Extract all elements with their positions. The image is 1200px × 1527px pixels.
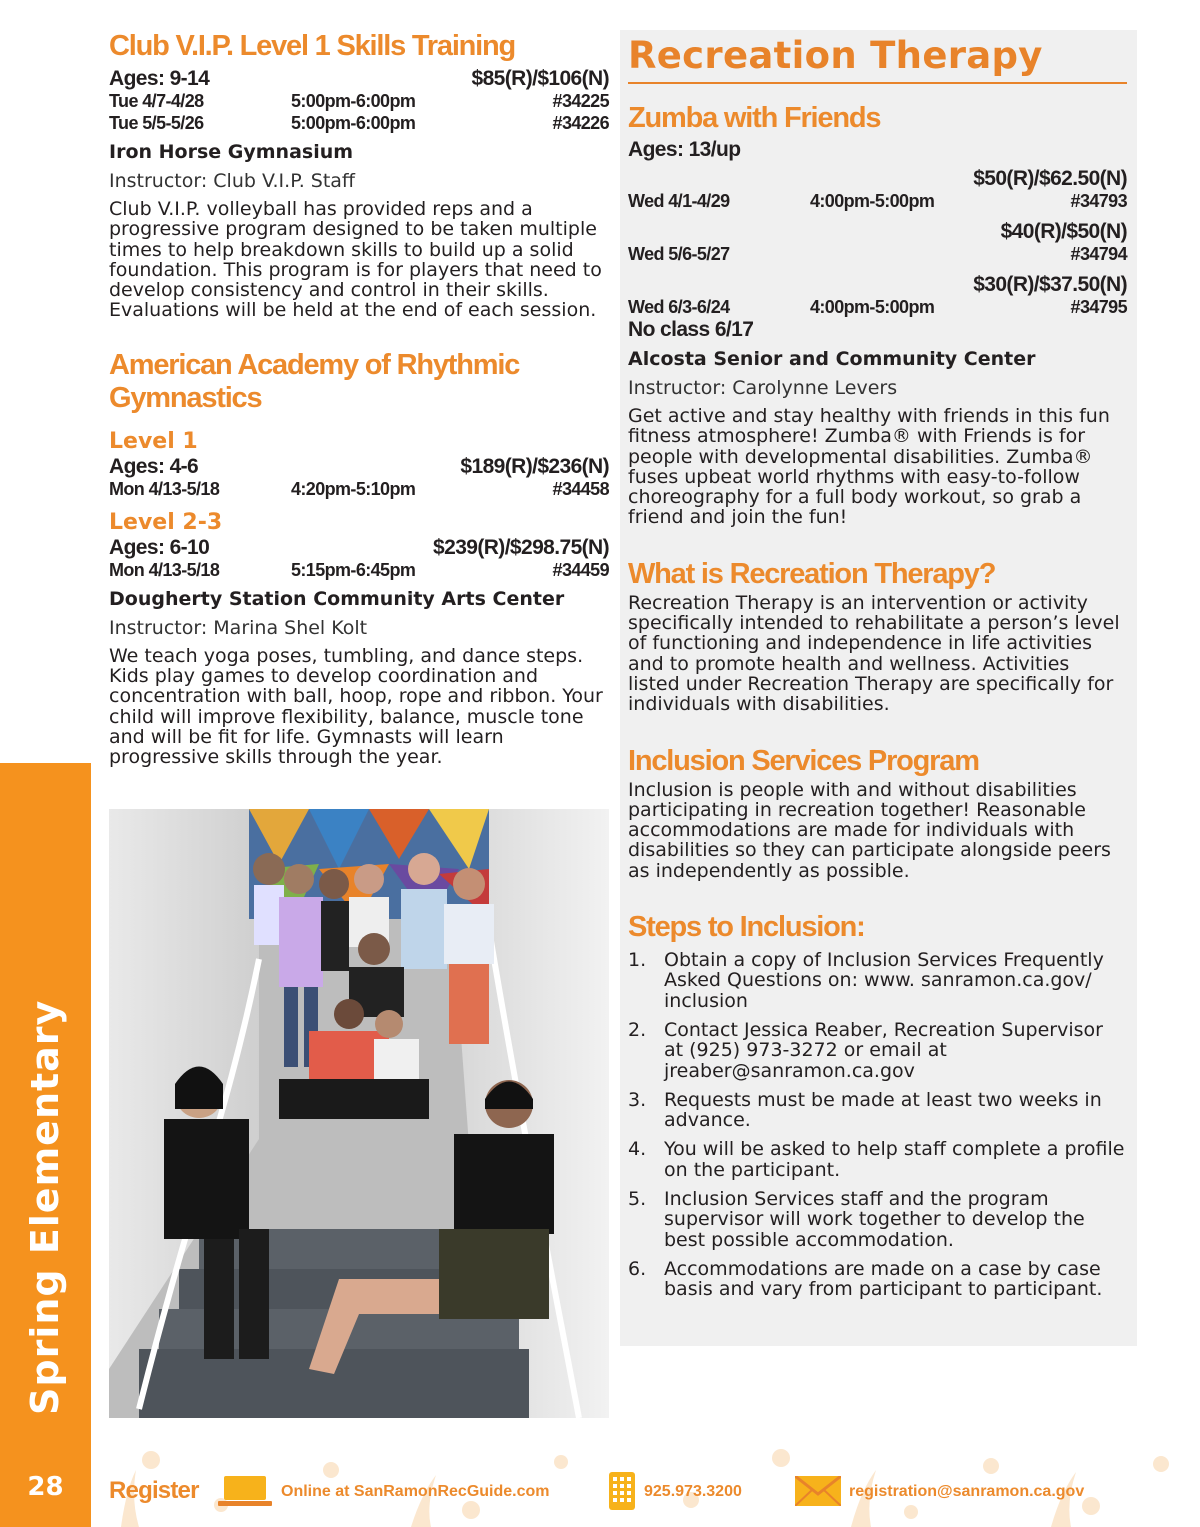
phone-icon <box>609 1472 635 1510</box>
step-text: You will be asked to help staff complete a profile on the participant. <box>664 1138 1125 1181</box>
session-code: #34459 <box>552 559 609 580</box>
step-number: 2. <box>628 1018 647 1041</box>
level-price: $189(R)/$236(N) <box>460 454 609 478</box>
aarg-location: Dougherty Station Community Arts Center <box>109 587 565 610</box>
session-days: Wed 5/6-5/27 <box>628 244 730 264</box>
vip-session-1 <box>109 90 609 112</box>
steps-title: Steps to Inclusion: <box>628 911 865 944</box>
vip-price: $85(R)/$106(N) <box>471 67 609 90</box>
aarg-level-2-ages-row <box>109 536 609 559</box>
laptop-icon <box>218 1474 272 1508</box>
list-item <box>628 1139 1127 1180</box>
session-time: 5:15pm-6:45pm <box>291 559 416 580</box>
page-number: 28 <box>27 1472 64 1502</box>
session-row <box>628 190 1127 212</box>
zumba-session-1 <box>628 167 1127 212</box>
session-time: 5:00pm-6:00pm <box>291 113 416 133</box>
session-price-row <box>628 167 1127 190</box>
aarg-title: American Academy of Rhythmic Gymnastics <box>109 348 520 414</box>
session-time: 4:20pm-5:10pm <box>291 478 416 499</box>
recreation-therapy-title: Recreation Therapy <box>628 34 1043 77</box>
zumba-instructor: Instructor: Carolynne Levers <box>628 377 898 399</box>
session-row <box>628 296 1127 318</box>
zumba-location: Alcosta Senior and Community Center <box>628 348 1036 370</box>
session-row <box>628 243 1127 265</box>
zumba-session-2 <box>628 220 1127 265</box>
session-price-row <box>628 273 1127 296</box>
zumba-session-3 <box>628 273 1127 318</box>
footer-email[interactable]: registration@sanramon.ca.gov <box>849 1483 1085 1500</box>
step-text: Accommodations are made on a case by case basis and vary from participant to participant. <box>664 1257 1103 1301</box>
session-code: #34795 <box>1070 297 1127 317</box>
zumba-ages-text: Ages: 13/up <box>628 138 741 161</box>
vip-location: Iron Horse Gymnasium <box>109 141 354 163</box>
level-ages: Ages: 6-10 <box>109 535 210 559</box>
vip-ages: Ages: 9-14 <box>109 67 210 90</box>
aarg-instructor: Instructor: Marina Shel Kolt <box>109 616 368 639</box>
list-item <box>628 1189 1127 1250</box>
step-number: 4. <box>628 1138 647 1161</box>
aarg-level-1-ages-row <box>109 455 609 478</box>
step-text: Contact Jessica Reaber, Recreation Supervisor at (925) 973-3272 or email at jreaber@sanramon.ca.gov <box>664 1018 1103 1082</box>
aarg-description: We teach yoga poses, tumbling, and dance steps. Kids play games to develop coordination and concentration with ball, hoop, rope and ribbon. Your child will improve flexibility, balance, muscle tone and will be fit for life. Gymnasts will learn progressive skills through the year. <box>109 644 603 769</box>
session-price-row <box>628 220 1127 243</box>
step-number: 5. <box>628 1188 647 1211</box>
vip-session-2 <box>109 112 609 134</box>
list-item <box>628 1020 1127 1081</box>
group-photo <box>109 809 609 1418</box>
what-is-title: What is Recreation Therapy? <box>628 557 996 590</box>
vip-description: Club V.I.P. volleyball has provided reps and a progressive program designed to be taken multiple times to help breakdown skills to build up a solid foundation. This program is for players that need to develop consistency and control in their skills. Evaluations will be held at the end of each session. <box>109 198 602 322</box>
session-days: Mon 4/13-5/18 <box>109 559 220 580</box>
session-days: Mon 4/13-5/18 <box>109 478 220 499</box>
footer-register-label: Register <box>109 1477 199 1504</box>
session-time: 5:00pm-6:00pm <box>291 91 416 111</box>
session-days: Wed 6/3-6/24 <box>628 297 730 317</box>
steps-list <box>628 950 1127 1299</box>
left-column <box>109 30 609 768</box>
zumba-description: Get active and stay healthy with friends in this fun fitness atmosphere! Zumba® with Friends is for people with developmental disabilities. Zumba® fuses upbeat world rhythms with easy-to-follow choreography for a full body workout, so grab a friend and join the fun! <box>628 405 1110 529</box>
session-price: $40(R)/$50(N) <box>1000 220 1127 243</box>
title-divider <box>628 82 1127 84</box>
vip-ages-row <box>109 67 609 90</box>
step-number: 3. <box>628 1088 647 1111</box>
vip-instructor: Instructor: Club V.I.P. Staff <box>109 170 356 192</box>
step-text: Requests must be made at least two weeks in advance. <box>664 1088 1102 1132</box>
envelope-icon <box>795 1476 841 1506</box>
footer-phone[interactable]: 925.973.3200 <box>644 1483 742 1500</box>
list-item <box>628 1090 1127 1131</box>
session-price: $30(R)/$37.50(N) <box>973 273 1127 296</box>
inclusion-text: Inclusion is people with and without disabilities participating in recreation together! Reasonable accommodations are made for individuals with disabilities so they can participate alongside peers as independently as possible. <box>628 778 1111 882</box>
inclusion-title: Inclusion Services Program <box>628 744 979 777</box>
zumba-note-text: No class 6/17 <box>628 318 754 341</box>
session-days: Tue 5/5-5/26 <box>109 113 204 133</box>
session-code: #34793 <box>1070 191 1127 211</box>
zumba-ages <box>628 138 1127 161</box>
list-item <box>628 950 1127 1011</box>
step-text: Obtain a copy of Inclusion Services Frequently Asked Questions on: www. sanramon.ca.gov/ inclusion <box>664 949 1104 1012</box>
aarg-level-2-title: Level 2-3 <box>109 509 223 535</box>
session-code: #34226 <box>552 113 609 133</box>
what-is-text: Recreation Therapy is an intervention or activity specifically intended to rehabilitate a person’s level of functioning and independence in life activities and to promote health and wellness. Activities listed under Recreation Therapy are specifically for individuals with disabilities. <box>628 591 1120 716</box>
step-number: 1. <box>628 949 647 972</box>
session-time: 4:00pm-5:00pm <box>810 191 935 211</box>
session-time: 4:00pm-5:00pm <box>810 297 935 317</box>
step-text: Inclusion Services staff and the program supervisor will work together to develop the best possible accommodation. <box>664 1188 1085 1251</box>
group-photo-illustration <box>109 809 609 1418</box>
session-days: Tue 4/7-4/28 <box>109 91 204 111</box>
vip-title: Club V.I.P. Level 1 Skills Training <box>109 30 516 62</box>
aarg-level-1-title: Level 1 <box>109 428 198 454</box>
level-ages: Ages: 4-6 <box>109 454 199 478</box>
aarg-level-1-session <box>109 478 609 500</box>
session-price: $50(R)/$62.50(N) <box>973 167 1127 190</box>
footer-online-link[interactable]: Online at SanRamonRecGuide.com <box>281 1483 550 1500</box>
zumba-title: Zumba with Friends <box>628 102 881 134</box>
list-item <box>628 1259 1127 1300</box>
session-code: #34794 <box>1070 244 1127 264</box>
aarg-level-2-session <box>109 559 609 581</box>
recreation-therapy-panel <box>620 30 1137 1346</box>
session-days: Wed 4/1-4/29 <box>628 191 730 211</box>
session-code: #34458 <box>552 478 609 499</box>
zumba-note <box>628 318 1127 341</box>
level-price: $239(R)/$298.75(N) <box>433 535 609 559</box>
section-label: Spring Elementary <box>23 999 67 1415</box>
step-number: 6. <box>628 1257 647 1280</box>
session-code: #34225 <box>552 91 609 111</box>
